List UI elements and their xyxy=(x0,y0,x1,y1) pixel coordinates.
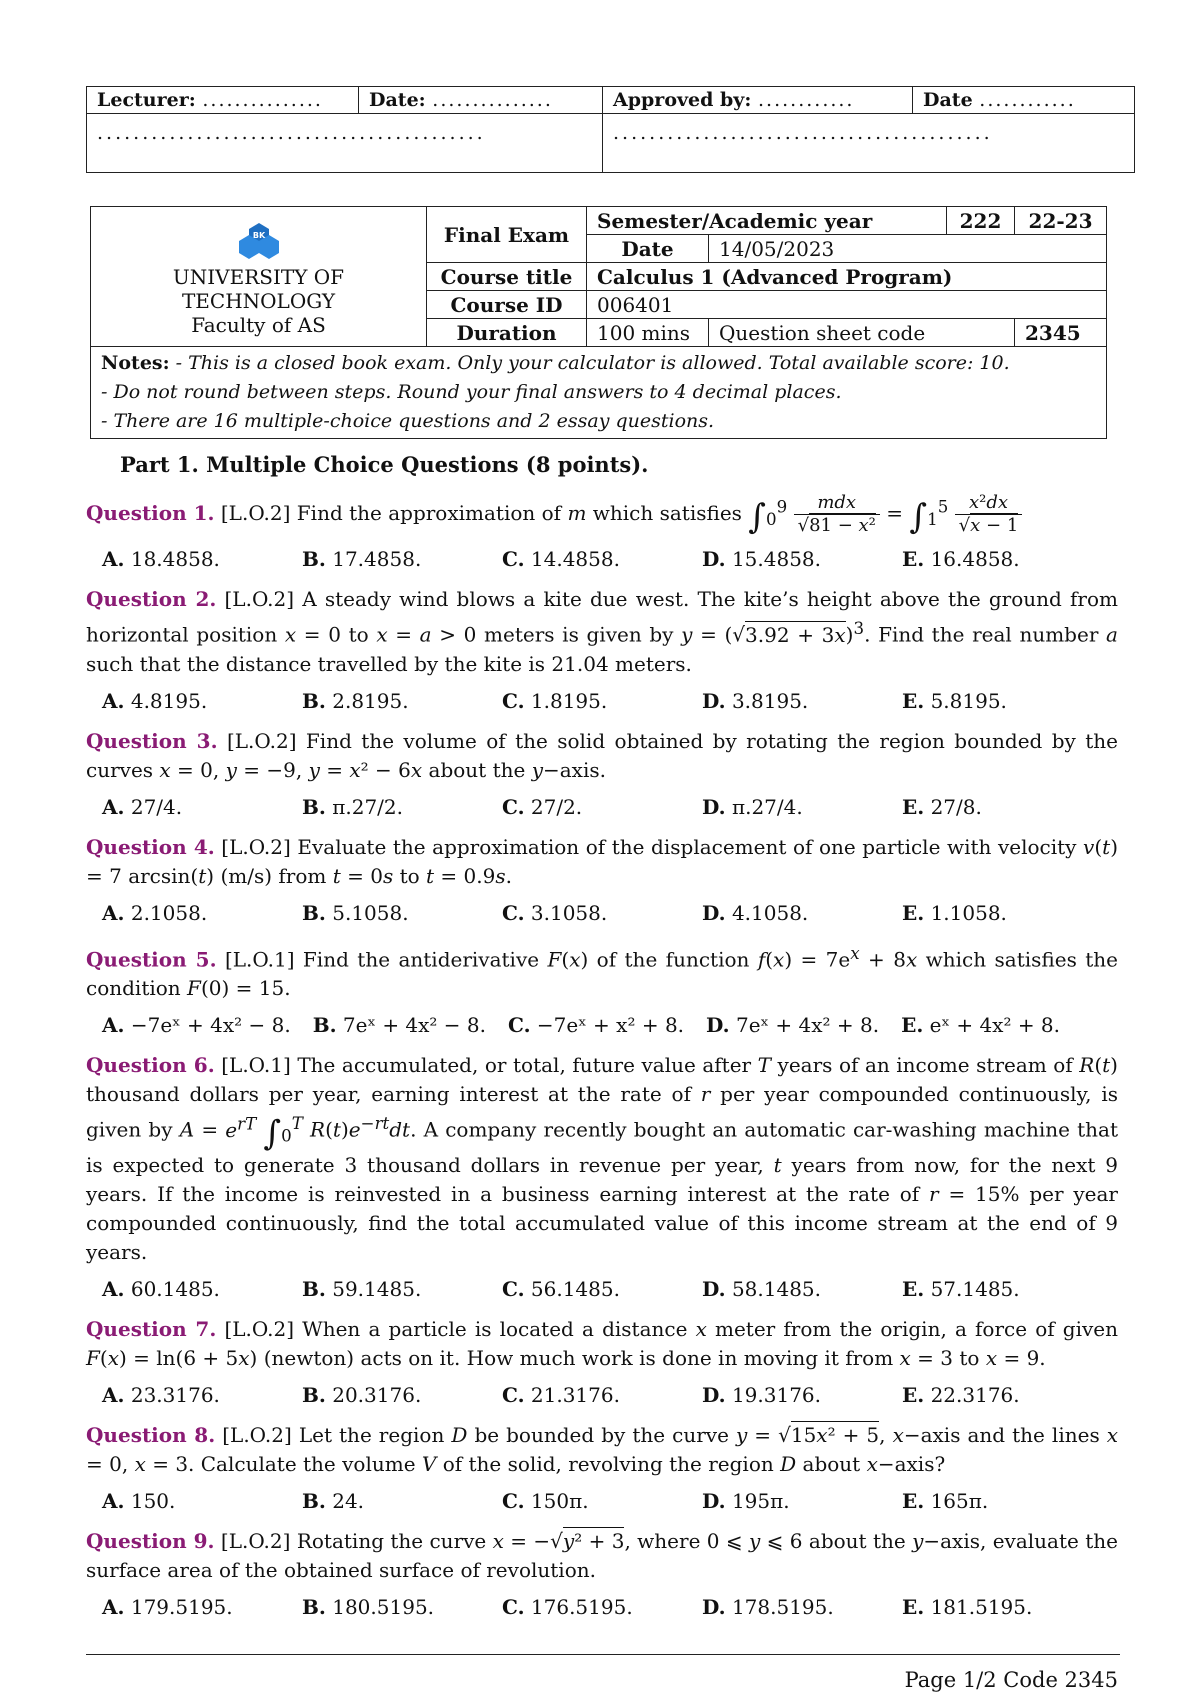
learning-outcome: [L.O.2] xyxy=(224,1316,295,1341)
option-a[interactable]: A. 60.1485. xyxy=(102,1276,220,1301)
option-e[interactable]: E. 5.8195. xyxy=(902,688,1007,713)
semester-value: 222 xyxy=(947,207,1015,235)
university-cell xyxy=(91,207,427,347)
date-label: Date: xyxy=(369,89,426,111)
sheet-code-value: 2345 xyxy=(1015,319,1107,347)
course-title-label: Course title xyxy=(427,263,587,291)
option-d[interactable]: D. 178.5195. xyxy=(702,1594,834,1619)
option-c[interactable]: C. 150π. xyxy=(502,1488,589,1513)
date-value: 14/05/2023 xyxy=(709,235,1107,263)
semester-label: Semester/Academic year xyxy=(587,207,947,235)
option-c[interactable]: C. 1.8195. xyxy=(502,688,608,713)
question-4: Question 4. [L.O.2] Evaluate the approximation of the displacement of one particle with velocity v(t) = 7 arcsin(t) (m/s) from t = 0s to t = 0.9s. xyxy=(86,834,1118,888)
signoff-table xyxy=(86,86,1135,173)
note-2: - Do not round between steps. Round your final answers to 4 decimal places. xyxy=(101,381,842,403)
option-b[interactable]: B. 180.5195. xyxy=(302,1594,435,1619)
learning-outcome: [L.O.1] xyxy=(224,947,295,972)
faculty-name: Faculty of AS xyxy=(191,312,326,337)
option-e[interactable]: E. 57.1485. xyxy=(902,1276,1020,1301)
note-1: - This is a closed book exam. Only your calculator is allowed. Total available score: 10. xyxy=(175,352,1010,374)
notes-label: Notes: xyxy=(101,352,170,374)
question-2: Question 2. [L.O.2] A steady wind blows a kite due west. The kite’s height above the ground from horizontal position x = 0 to x = a > 0 meters is given by $y = (√3.92 + 3x)^3$. Find the real number a such that the distance travelled by the kite is 21.04 meters. xyxy=(86,587,1118,676)
option-e[interactable]: E. 27/8. xyxy=(902,794,982,819)
question-6: Question 6. [L.O.1] The accumulated, or total, future value after T years of an income stream of R(t) thousand dollars per year, earning interest at the rate of r per year compounded continuously, is given by $A = e^{rT}$ $\int_0^T$ $R(t)e^{-rt}dt$. A company recently bought an automatic car-washing machine that is expected to generate 3 thousand dollars in revenue per year, t years from now, for the next 9 years. If the income is reinvested in a business earning interest at the rate of r = 15% per year compounded continuously, find the total accumulated value of this income stream at the end of 9 years. xyxy=(86,1053,1119,1264)
exam-type: Final Exam xyxy=(427,207,587,263)
question-7-options xyxy=(86,1381,1118,1409)
option-d[interactable]: D. 195π. xyxy=(702,1488,790,1513)
question-label: Question 7. xyxy=(86,1316,217,1341)
footer-divider xyxy=(86,1654,1120,1655)
university-logo xyxy=(239,221,279,259)
question-label: Question 1. xyxy=(86,501,215,525)
question-label: Question 8. xyxy=(86,1422,216,1447)
option-e[interactable]: E. 165π. xyxy=(902,1488,989,1513)
option-d[interactable]: D. 15.4858. xyxy=(702,547,822,571)
option-d[interactable]: D. 3.8195. xyxy=(702,688,809,713)
question-6-options xyxy=(86,1275,1118,1303)
date-cell xyxy=(359,87,603,114)
learning-outcome: [L.O.2] xyxy=(224,587,295,611)
date-dots: ............... xyxy=(432,89,553,111)
option-c[interactable]: C. 27/2. xyxy=(502,794,583,819)
option-a[interactable]: A. −7eˣ + 4x² − 8. xyxy=(102,1013,291,1038)
duration-label: Duration xyxy=(427,319,587,347)
option-a[interactable]: A. 23.3176. xyxy=(102,1382,220,1407)
option-b[interactable]: B. 59.1485. xyxy=(302,1276,422,1301)
option-b[interactable]: B. 17.4858. xyxy=(302,547,422,571)
option-c[interactable]: C. 21.3176. xyxy=(502,1382,620,1407)
svg-text:BK: BK xyxy=(252,230,265,240)
part1-title: Part 1. Multiple Choice Questions (8 points). xyxy=(120,452,649,477)
option-d[interactable]: D. 7eˣ + 4x² + 8. xyxy=(706,1013,880,1038)
university-name-line2: TECHNOLOGY xyxy=(181,288,336,313)
approver-signature: .......................................... xyxy=(603,114,1135,173)
question-3-options xyxy=(86,793,1118,821)
exam-header-table xyxy=(90,206,1107,439)
option-c[interactable]: C. 56.1485. xyxy=(502,1276,620,1301)
question-label: Question 2. xyxy=(86,587,217,611)
notes xyxy=(91,347,1107,439)
lecturer-label: Lecturer: xyxy=(97,89,196,111)
option-b[interactable]: B. 7eˣ + 4x² − 8. xyxy=(312,1013,487,1038)
option-e[interactable]: E. 181.5195. xyxy=(902,1594,1033,1619)
learning-outcome: [L.O.2] xyxy=(220,1528,291,1553)
lecturer-dots: ............... xyxy=(202,89,323,111)
learning-outcome: [L.O.2] xyxy=(226,728,297,753)
lecturer-signature: ........................................... xyxy=(87,114,603,173)
approved-label: Approved by: xyxy=(613,89,752,111)
question-1: Question 1. [L.O.2] Find the approximation of m which satisfies $\int_0^9$ $\frac{\text{mdx}}{\text{√81 − x²}}$ = $\int_1^5$ $\frac{\text{x²dx}}{√x - 1}$ xyxy=(86,492,1118,537)
option-c[interactable]: C. 3.1058. xyxy=(502,900,608,925)
question-label: Question 5. xyxy=(86,947,217,972)
option-d[interactable]: D. π.27/4. xyxy=(702,794,803,819)
course-id-label: Course ID xyxy=(427,291,587,319)
note-3: - There are 16 multiple-choice questions and 2 essay questions. xyxy=(101,410,715,432)
option-b[interactable]: B. π.27/2. xyxy=(302,794,404,819)
option-a[interactable]: A. 18.4858. xyxy=(102,547,220,571)
question-9-options xyxy=(86,1593,1118,1621)
course-title-value: Calculus 1 (Advanced Program) xyxy=(587,263,1107,291)
date2-cell xyxy=(913,87,1135,114)
approved-dots: ............ xyxy=(758,89,855,111)
question-3: Question 3. [L.O.2] Find the volume of the solid obtained by rotating the region bounded by the curves x = 0, y = −9, y = x² − 6x about the y−axis. xyxy=(86,728,1118,782)
question-8-options xyxy=(86,1487,1118,1515)
option-c[interactable]: C. −7eˣ + x² + 8. xyxy=(508,1013,685,1038)
option-d[interactable]: D. 4.1058. xyxy=(702,900,809,925)
question-5-options xyxy=(86,1011,1118,1039)
option-a[interactable]: A. 150. xyxy=(102,1488,176,1513)
learning-outcome: [L.O.2] xyxy=(222,1422,292,1447)
option-e[interactable]: E. 22.3176. xyxy=(902,1382,1020,1407)
learning-outcome: [L.O.1] xyxy=(221,1053,291,1078)
questions-list xyxy=(86,492,1118,1633)
option-b[interactable]: B. 5.1058. xyxy=(302,900,409,925)
course-id-value: 006401 xyxy=(587,291,1107,319)
option-b[interactable]: B. 24. xyxy=(302,1488,365,1513)
sheet-code-label: Question sheet code xyxy=(709,319,1015,347)
year-value: 22-23 xyxy=(1015,207,1107,235)
question-4-options xyxy=(86,899,1118,927)
university-name-line1: UNIVERSITY OF xyxy=(172,264,345,289)
page-footer: Page 1/2 Code 2345 xyxy=(904,1668,1118,1692)
option-a[interactable]: A. 4.8195. xyxy=(102,688,208,713)
option-d[interactable]: D. 19.3176. xyxy=(702,1382,822,1407)
duration-value: 100 mins xyxy=(587,319,709,347)
learning-outcome: [L.O.2] xyxy=(221,834,291,859)
question-5: Question 5. [L.O.1] Find the antiderivative F(x) of the function $f(x) = 7e^x + 8x$ which satisfies the condition F(0) = 15. xyxy=(86,943,1119,1001)
option-b[interactable]: B. 20.3176. xyxy=(302,1382,422,1407)
option-a[interactable]: A. 27/4. xyxy=(102,794,183,819)
question-label: Question 6. xyxy=(86,1053,215,1078)
date-label: Date xyxy=(587,235,709,263)
question-2-options xyxy=(86,687,1118,715)
question-label: Question 9. xyxy=(86,1528,215,1553)
approved-cell xyxy=(603,87,913,114)
option-e[interactable]: E. 16.4858. xyxy=(902,547,1020,571)
option-e[interactable]: E. 1.1058. xyxy=(902,900,1007,925)
option-a[interactable]: A. 179.5195. xyxy=(102,1594,233,1619)
question-9: Question 9. [L.O.2] Rotating the curve x = −√y² + 3, where 0 ⩽ y ⩽ 6 about the y−axis, evaluate the surface area of the obtained surface of revolution. xyxy=(86,1528,1118,1582)
option-a[interactable]: A. 2.1058. xyxy=(102,900,208,925)
option-b[interactable]: B. 2.8195. xyxy=(302,688,409,713)
question-label: Question 3. xyxy=(86,728,218,753)
option-c[interactable]: C. 176.5195. xyxy=(502,1594,633,1619)
lecturer-cell xyxy=(87,87,359,114)
question-1-options xyxy=(86,545,1118,573)
option-d[interactable]: D. 58.1485. xyxy=(702,1276,822,1301)
question-7: Question 7. [L.O.2] When a particle is located a distance x meter from the origin, a force of given F(x) = ln(6 + 5x) (newton) acts on it. How much work is done in moving it from x = 3 to x = 9. xyxy=(86,1316,1119,1370)
question-label: Question 4. xyxy=(86,834,215,859)
date2-dots: ............ xyxy=(979,89,1076,111)
option-c[interactable]: C. 14.4858. xyxy=(502,547,620,571)
date2-label: Date xyxy=(923,89,973,111)
option-e[interactable]: E. eˣ + 4x² + 8. xyxy=(901,1013,1061,1038)
learning-outcome: [L.O.2] xyxy=(220,501,291,525)
question-8: Question 8. [L.O.2] Let the region D be bounded by the curve y = √15x² + 5, x−axis and the lines x = 0, x = 3. Calculate the volume V of the solid, revolving the region D about x−axis? xyxy=(86,1422,1119,1476)
